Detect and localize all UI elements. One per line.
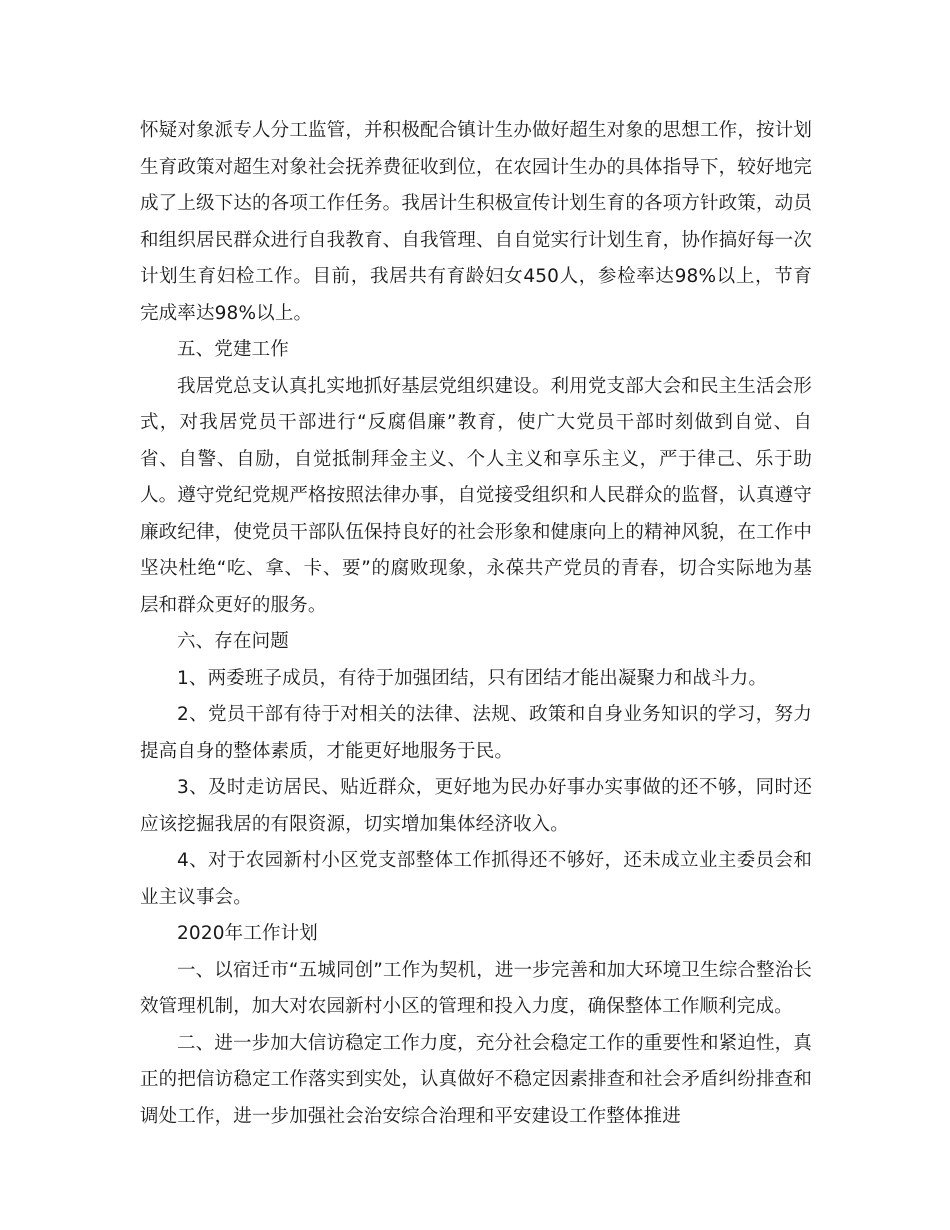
section-heading-party-building: 五、党建工作	[177, 339, 289, 360]
problem-item-2: 2、党员干部有待于对相关的法律、法规、政策和自身业务知识的学习，努力提高自身的整体素质，才能更好地服务于民。	[140, 704, 812, 762]
plan-item-1: 一、以宿迁市“五城同创”工作为契机，进一步完善和加大环境卫生综合整治长效管理机制，加大对农园新村小区的管理和投入力度，确保整体工作顺利完成。	[140, 959, 812, 1017]
section-heading-work-plan: 2020年工作计划	[177, 923, 318, 944]
paragraph-family-planning-continued: 怀疑对象派专人分工监管，并积极配合镇计生办做好超生对象的思想工作，按计划生育政策对超生对象社会抚养费征收到位，在农园计生办的具体指导下，较好地完成了上级下达的各项工作任务。我居计生积极宣传计划生育的各项方针政策，动员和组织居民群众进行自我教育、自我管理、自自觉实行计划生育，协作搞好每一次计划生育妇检工作。目前，我居共有育龄妇女450人，参检率达98%以上，节育完成率达98%以上。	[140, 120, 812, 324]
section-heading-existing-problems: 六、存在问题	[177, 631, 289, 652]
paragraph-party-building: 我居党总支认真扎实地抓好基层党组织建设。利用党支部大会和民主生活会形式，对我居党员干部进行“反腐倡廉”教育，使广大党员干部时刻做到自觉、自省、自警、自励，自觉抵制拜金主义、个人主义和享乐主义，严于律己、乐于助人。遵守党纪党规严格按照法律办事，自觉接受组织和人民群众的监督，认真遵守廉政纪律，使党员干部队伍保持良好的社会形象和健康向上的精神风貌，在工作中坚决杜绝“吃、拿、卡、要”的腐败现象，永葆共产党员的青春，切合实际地为基层和群众更好的服务。	[140, 375, 812, 616]
problem-item-3: 3、及时走访居民、贴近群众，更好地为民办好事办实事做的还不够，同时还应该挖掘我居的有限资源，切实增加集体经济收入。	[140, 777, 812, 835]
problem-item-1: 1、两委班子成员，有待于加强团结，只有团结才能出凝聚力和战斗力。	[177, 667, 768, 689]
document-body	[140, 113, 812, 1135]
plan-item-2: 二、进一步加大信访稳定工作力度，充分社会稳定工作的重要性和紧迫性，真正的把信访稳定工作落实到实处，认真做好不稳定因素排查和社会矛盾纠纷排查和调处工作，进一步加强社会治安综合治理和平安建设工作整体推进	[140, 1032, 812, 1127]
problem-item-4: 4、对于农园新村小区党支部整体工作抓得还不够好，还未成立业主委员会和业主议事会。	[140, 850, 812, 908]
